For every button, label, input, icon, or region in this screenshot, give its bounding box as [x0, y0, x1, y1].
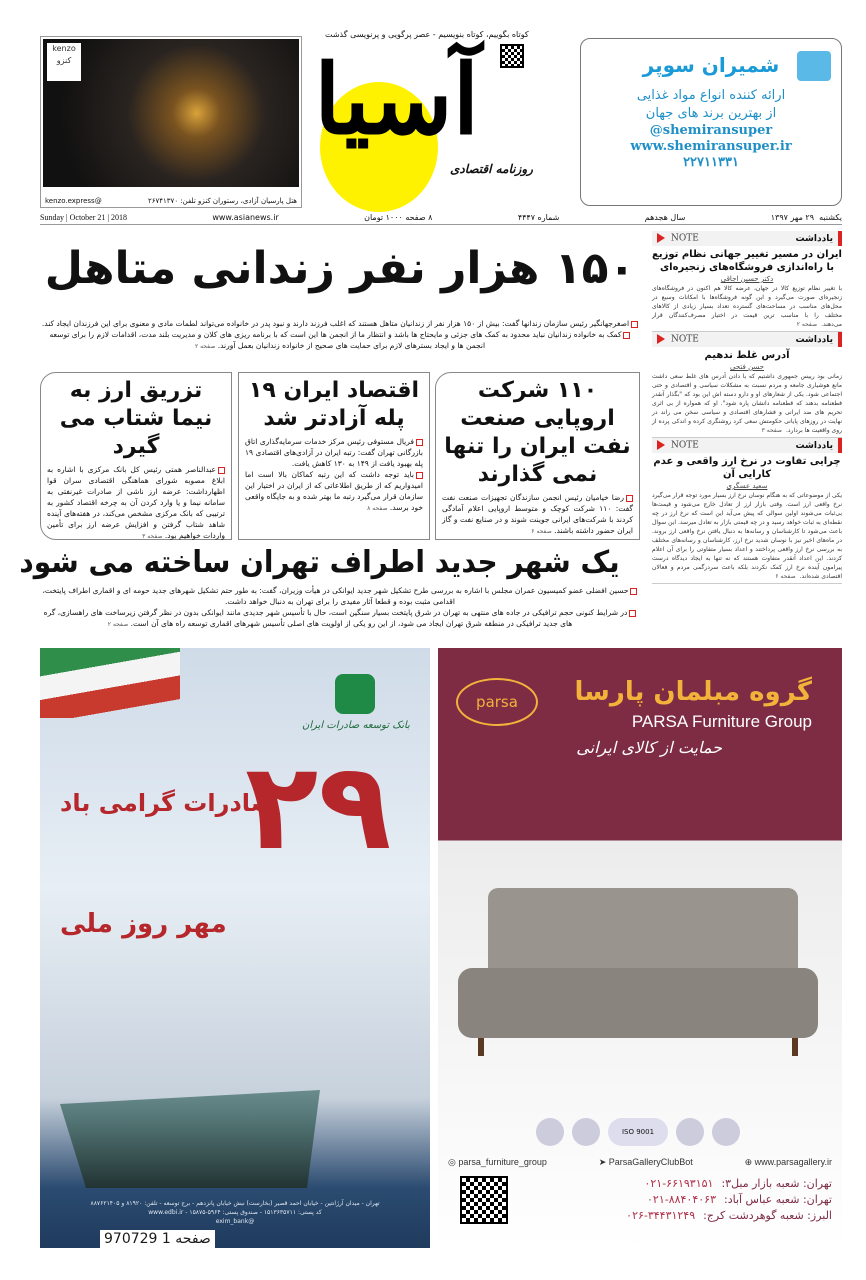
page-ref: صفحه ۳ — [142, 533, 163, 540]
photo-caption: هتل پارسیان آزادی، رستوران کنزو تلفن: ۲۶۷۴۱۳۷۰ — [148, 197, 297, 205]
kenzo-photo-ad — [40, 36, 302, 208]
parsa-brand-fa: گروه مبلمان پارسا — [574, 677, 812, 707]
parsa-logo — [456, 678, 538, 726]
ad-instagram: @shemiransuper — [649, 123, 773, 138]
bank-name: بانک توسعه صادرات ایران — [302, 720, 410, 731]
note-3[interactable] — [652, 438, 842, 584]
parsa-slogan: حمایت از کالای ایرانی — [576, 738, 722, 757]
box-body: فریال مستوفی رئیس مرکز خدمات سرمایه‌گذاری اتاق بازرگانی تهران گفت: رتبه ایران در آزادی‌های اقتصادی ۱۹ پله بهبود یافت از ۱۴۹ به ۱۳۰ کاهش یافت. — [245, 437, 423, 468]
sofa-image — [458, 888, 818, 1058]
notes-column — [652, 231, 842, 640]
year-label: سال هجدهم — [644, 213, 686, 222]
note-author: دکتر حسین اجاقی — [720, 275, 774, 283]
page-ref: صفحه ۲ — [194, 343, 216, 350]
branch-phone[interactable]: ۰۲۶-۳۴۴۳۱۲۴۹ — [626, 1209, 696, 1222]
branch-item — [512, 1208, 832, 1224]
website-url: www.parsagallery.ir — [754, 1157, 832, 1167]
ad-line-2: از بهترین برند های جهان — [645, 106, 777, 121]
note-label: یادداشت — [795, 334, 833, 345]
note-2[interactable] — [652, 332, 842, 438]
bullet-icon — [218, 467, 225, 474]
ad-phone: ۲۲۷۱۱۳۳۱ — [683, 155, 739, 170]
page-ref: صفحه ۶ — [531, 528, 552, 535]
page-ref: صفحه ۲ — [796, 321, 818, 328]
export-bank-ad[interactable] — [40, 648, 430, 1248]
instagram-handle: parsa_furniture_group — [458, 1157, 547, 1167]
qr-code-icon — [500, 44, 524, 68]
parsa-brand-en: PARSA Furniture Group — [631, 712, 812, 731]
bullet-icon — [630, 588, 637, 595]
shemiran-super-ad[interactable] — [580, 38, 842, 206]
story-box-currency[interactable] — [40, 372, 232, 540]
masthead-logo — [300, 30, 580, 210]
main-headline[interactable]: ۱۵۰ هزار نفر زندانی متاهل — [44, 243, 636, 294]
note-title: ایران در مسیر تغییر جهانی نظام توزیع با راه‌اندازی فروشگاه‌های زنجیره‌ای — [652, 249, 842, 273]
page-ref: صفحه ۳ — [761, 427, 782, 434]
bullet-icon — [626, 495, 633, 502]
box-title: ۱۱۰ شرکت اروپایی صنعت نفت ایران را تنها نمی گذارند — [444, 378, 631, 487]
bank-address: تهران - میدان آرژانتین - خیابان احمد قصیر (بخارست) نبش خیابان پانزدهم - برج توسعه - تلفن: ۸۱۹۲۰ و ۸۸۷۶۲۱۴۰۵ — [90, 1200, 380, 1207]
date-en: Sunday | October 21 | 2018 — [40, 213, 127, 222]
bullet-icon — [623, 332, 630, 339]
note-label: یادداشت — [795, 233, 833, 244]
branch-item — [512, 1192, 832, 1208]
note-label-en: NOTE — [657, 334, 699, 345]
note-author: سعید عسگری — [726, 482, 768, 490]
note-body: زمانی بود رییس جمهوری داشتیم که با دادن آدرس های غلط سعی داشت مانع هوشیاری جامعه و مردم نسبت به مشکلات سیاسی و اقتصادی و حتی اجتماعی شود. یکی از شعارهای او و دارو دسته اش این بود که "بگذار آنقدر قطعنامه بدهند که قطعنامه دانشان پاره شود". او که همواره از بی اثری تحریم های ضد ایرانی و فشارهای اقتصادی و سیاسی سخن می راند در نهایت در روزهای پایانی حکومتش سعی کرد روشنگری کرده و اندکی پرده از روی واقعیت ها بردارد. — [652, 373, 842, 434]
restaurant-photo — [43, 39, 299, 187]
box-body-2: باید توجه داشت که این رتبه کماکان بالا است اما امیدواریم که از طریق اطلاعاتی که از ایران در اختیار این سازمان قرار می‌گیرد رتبه ما بهتر شده و به جایگاه واقعی خود برسد. — [245, 470, 423, 512]
bullet-text: در شرایط کنونی حجم ترافیکی در جاده های منتهی به تهران در شرق پایتخت بسیار سنگین است، حال با تأسیس شهر جدیدی مانند ایوانکی بدون در نظر گرفتن زیرساخت های راهسازی، گره های جدید ترافیکی در منطقه شرق تهران ایجاد می شود، از این رو یکی از اولویت های اصلی تأسیس شهرهای اقماری توسعه راه های آن است. — [43, 608, 628, 628]
newspaper-title: آسیا — [314, 43, 480, 156]
page-ref: صفحه ۸ — [367, 505, 388, 512]
date-fa: ۲۹ مهر ۱۳۹۷ — [770, 213, 814, 222]
certification-badges — [508, 1118, 768, 1150]
issue-number: شماره ۴۴۴۷ — [517, 213, 560, 222]
box-body: رضا خیامیان رئیس انجمن سازندگان تجهیزات صنعت نفت گفت: ۱۱۰ شرکت کوچک و متوسط اروپایی اعلام آمادگی کردند با شرکت‌های ایرانی جوینت شوند و در صنایع نفت و گاز ایران حضور داشته باشند. — [442, 493, 633, 535]
box-body: عبدالناصر همتی رئیس کل بانک مرکزی با اشاره به ابلاغ مصوبه شورای هماهنگی اقتصادی سران قوا اظهارداشت: عرضه ارز ناشی از صادرات غیرنفتی به سامانه نیما و یا وارد کردن آن به چرخه اقتصاد کشور به ترتیبی که بانک مرکزی مشخص می‌کند، در هفته‌های آینده شاهد شتاب گرفتن و افزایش عرضه ارز برای تأمین واردات خواهیم بود. — [47, 465, 225, 540]
weekday: یکشنبه — [819, 213, 842, 222]
bullet-text: حسین افضلی عضو کمیسیون عمران مجلس با اشاره به بررسی طرح تشکیل شهر جدید ایوانکی در هیأت وزیران، گفت: به طور حتم تشکیل شهرهای جدید حومه ای و اقماری اطراف پایتخت، اقدامی مثبت بوده و قطعا آثار مفیدی را برای تهران به دنبال خواهد داشت. — [42, 586, 629, 606]
bank-logo-icon — [335, 674, 375, 714]
note-author: حسن فتحی — [730, 363, 764, 371]
date-bar — [40, 211, 842, 225]
bullet-icon — [416, 472, 423, 479]
telegram-handle: ParsaGalleryClubBot — [608, 1157, 693, 1167]
second-bullets — [40, 585, 640, 630]
branch-list — [512, 1176, 832, 1224]
bank-post: کد پستی: ۱۵۱۳۶۳۵۷۱۱ - صندوق پستی: ۵۹۶۴-۱۵۸۷۵ - www.edbi.ir — [148, 1209, 322, 1216]
ad-big-number: ۲۹ — [245, 738, 392, 877]
shemiran-logo-icon — [797, 51, 831, 81]
instagram-link[interactable]: ◎ parsa_furniture_group — [448, 1157, 547, 1167]
bullet-text: اصغرجهانگیر رئیس سازمان زندانها گفت: بیش از ۱۵۰ هزار نفر از زندانیان متاهل هستند که اغلب فرزند دارند و نبود پدر در خانواده می‌تواند لطمات مادی و معنوی برای این فرزندان ایجاد کند. — [41, 319, 630, 328]
branch-label: البرز: شعبه گوهردشت کرج: — [703, 1209, 832, 1222]
cargo-ship-graphic — [60, 1048, 320, 1188]
ad-slogan-2 — [60, 908, 227, 940]
ad-line-1: ارائه کننده انواع مواد غذایی — [636, 88, 786, 103]
ad-national-day: روز ملی — [60, 909, 169, 939]
main-bullets — [40, 318, 640, 352]
pages-price: ۸ صفحه ۱۰۰۰ تومان — [364, 213, 433, 222]
note-title: آدرس غلط ندهیم — [704, 350, 790, 361]
iran-flag-graphic — [40, 648, 180, 718]
kenzo-logo: kenzo کنزو — [47, 43, 81, 81]
iso-badge: ISO 9001 — [608, 1118, 668, 1146]
branch-label: تهران: شعبه عباس آباد: — [723, 1193, 832, 1206]
box-title: تزریق ارز به نیما شتاب می گیرد — [59, 378, 213, 459]
bullet-icon — [629, 610, 636, 617]
newspaper-subtitle: روزنامه اقتصادی — [450, 162, 533, 176]
parsa-social-links — [448, 1156, 832, 1168]
note-body: با تغییر نظام توزیع کالا در جهان، عرضه کالا هم اکنون در فروشگاه‌های زنجیره‌ای صورت می‌گیرد و این گونه فروشگاه‌ها با امکانات وسیع در محل‌های مناسب در مساحت‌های گسترده تعداد بسیار زیادی از کالاهای مختلف را با مناسب ترین قیمت در اختیار مصرف‌کنندگان قرار می‌دهند. — [652, 285, 842, 328]
bullet-text: کمک به خانواده زندانیان نباید محدود به کمک های جزئی و مایحتاج ها باشد و انتظار ما از انجمن ها این است که با برنامه ریزی های کلان و مدیریت بلند مدت، اقدامات لازم را برای توسعه انجمن ها و ایجاد بسترهای لازم برای حمایت های صحیح از خانواده زندانیان بعمل آورند. — [49, 330, 622, 350]
note-body: یکی از موضوعاتی که به هنگام نوسان نرخ ارز بسیار مورد توجه قرار می‌گیرد نرخ واقعی ارز است. وقتی بازار ارز از تعادل خارج می‌شود و قیمت‌ها بی‌ثبات می‌شوند اولین سوالی که پیش می‌آید این است که نرخ ارز در چه نقطه‌ای به ثبات خواهد رسید و در چه قیمتی بازار به تعادل میرسد. این سوال باعث می‌شود تا کارشناسان و رسانه‌ها به دنبال یافتن نرخ واقعی ارز بروند. در ماه‌های اخیر نیز با نوسان شدید نرخ ارز، کارشناسان و رسانه‌های مختلف به بررسی نرخ ارز واقعی پرداختند و اعداد بسیار متفاوتی را برای آن اعلام کردند. این اعداد آنقدر متفاوت هستند که نه تنها به ایجاد دیدگاه درست پیرامون آینده نرخ ارز کمک نکردند بلکه باعث سردرگمی مردم و فعالان اقتصادی شده‌اند. — [652, 492, 842, 580]
ad-slogan: صادرات گرامی باد — [60, 789, 274, 817]
branch-phone[interactable]: ۰۲۱-۸۸۴۰۴۰۶۳ — [647, 1193, 716, 1206]
second-headline[interactable]: یک شهر جدید اطراف تهران ساخته می شود — [19, 545, 620, 580]
branch-label: تهران: شعبه بازار مبل۳: — [721, 1177, 832, 1190]
story-box-oil[interactable] — [435, 372, 640, 540]
bullet-icon — [416, 439, 423, 446]
website[interactable]: www.asianews.ir — [212, 213, 279, 222]
branch-phone[interactable]: ۰۲۱-۶۶۱۹۳۱۵۱ — [644, 1177, 714, 1190]
bullet-icon — [631, 321, 638, 328]
note-title: چرایی تفاوت در نرخ ارز واقعی و عدم کارایی آن — [653, 456, 841, 480]
telegram-link[interactable]: ➤ ParsaGalleryClubBot — [598, 1157, 693, 1167]
note-label-en: NOTE — [657, 440, 699, 451]
branch-item — [512, 1176, 832, 1192]
story-box-economy[interactable] — [238, 372, 430, 540]
parsa-logo-text: parsa — [476, 693, 518, 711]
website-link[interactable]: ⊕ www.parsagallery.ir — [744, 1157, 832, 1167]
note-label-en: NOTE — [657, 233, 699, 244]
note-1[interactable] — [652, 231, 842, 332]
box-title: اقتصاد ایران ۱۹ پله آزادتر شد — [248, 378, 420, 431]
bank-social: @exim_bank — [215, 1218, 255, 1225]
kenzo-instagram: @kenzo.express — [45, 197, 102, 205]
page-ref: صفحه ۲ — [107, 621, 129, 628]
ad-website: www.shemiransuper.ir — [630, 139, 792, 154]
note-label: یادداشت — [795, 440, 833, 451]
page-stamp: صفحه 1 970729 — [100, 1230, 215, 1248]
ad-month: مهر — [177, 909, 227, 939]
qr-code-icon — [460, 1176, 508, 1224]
shemiran-brand: شمیران سوپر — [642, 53, 780, 77]
parsa-furniture-ad[interactable] — [438, 648, 842, 1250]
masthead-motto: کوتاه بگوییم، کوتاه بنویسیم - عصر پرگویی و پرنویسی گذشت — [325, 30, 529, 39]
page-ref: صفحه ۶ — [775, 573, 796, 580]
